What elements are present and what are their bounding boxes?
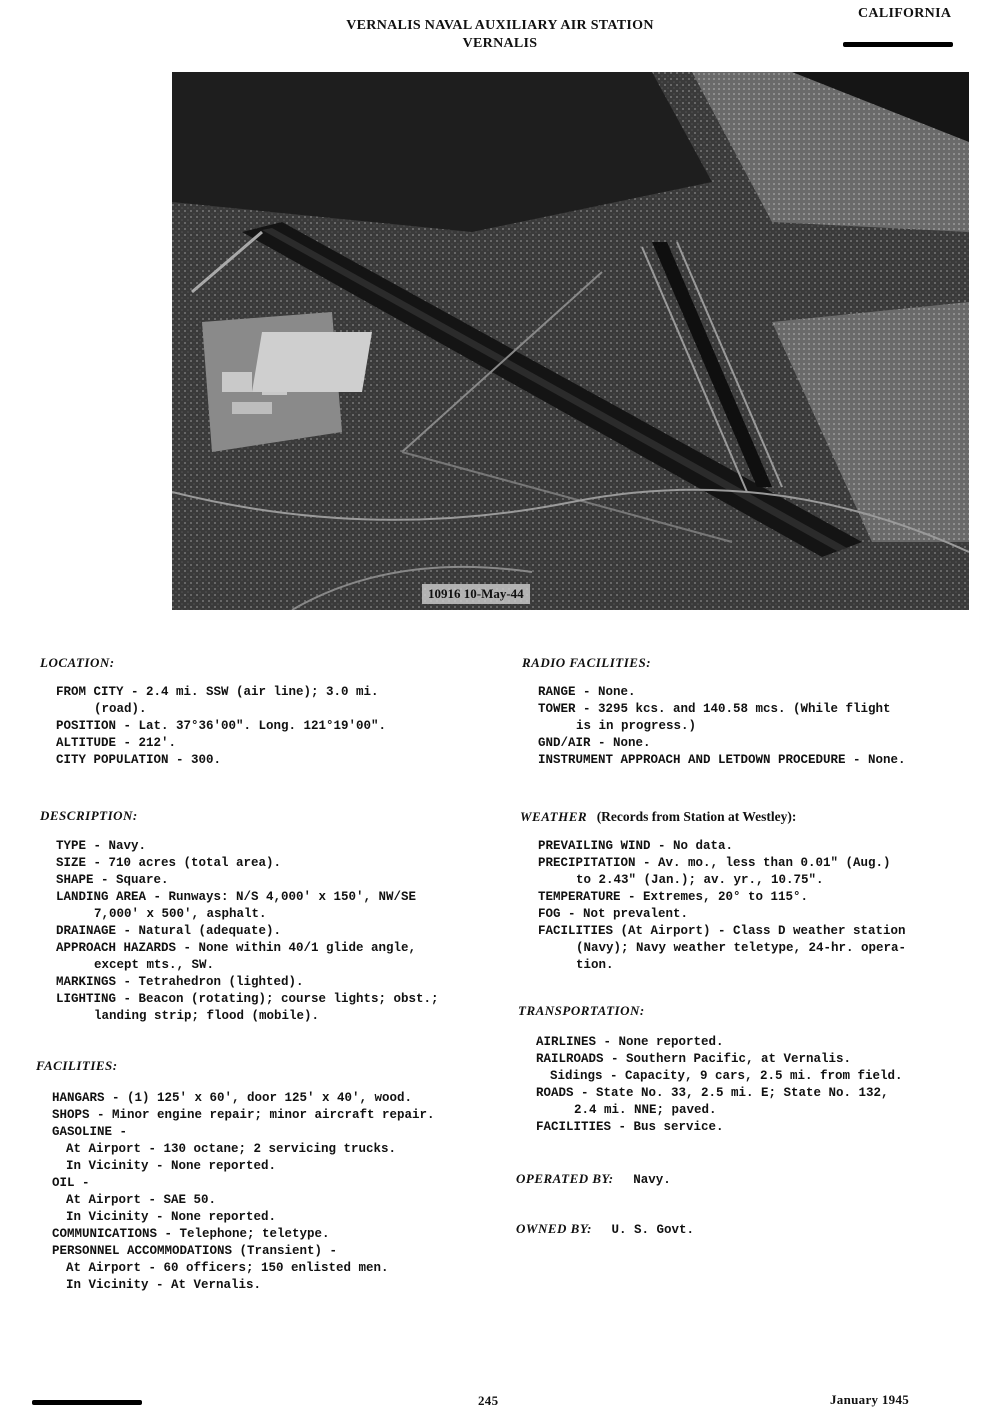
- location-line: ALTITUDE - 212'.: [56, 736, 177, 750]
- transportation-line: RAILROADS - Southern Pacific, at Vernalis.: [536, 1052, 852, 1066]
- facilities-line: In Vicinity - At Vernalis.: [66, 1278, 262, 1292]
- facilities-heading: FACILITIES:: [36, 1058, 118, 1073]
- weather-line: to 2.43" (Jan.); av. yr., 10.75".: [576, 873, 824, 887]
- description-line: landing strip; flood (mobile).: [94, 1009, 320, 1023]
- location-line: CITY POPULATION - 300.: [56, 753, 222, 767]
- transportation-line: 2.4 mi. NNE; paved.: [574, 1103, 717, 1117]
- weather-line: FACILITIES (At Airport) - Class D weather station: [538, 924, 906, 938]
- transportation-line: FACILITIES - Bus service.: [536, 1120, 724, 1134]
- weather-line: (Navy); Navy weather teletype, 24-hr. opera-: [576, 941, 907, 955]
- page-number: 245: [478, 1393, 499, 1408]
- location-line: POSITION - Lat. 37°36'00". Long. 121°19'00".: [56, 719, 387, 733]
- location-heading: LOCATION:: [40, 655, 115, 670]
- transportation-heading: TRANSPORTATION:: [518, 1003, 645, 1018]
- transportation-line: ROADS - State No. 33, 2.5 mi. E; State No. 132,: [536, 1086, 889, 1100]
- transportation-line: AIRLINES - None reported.: [536, 1035, 724, 1049]
- owned-row: [516, 1220, 694, 1239]
- redaction-mark-top: [843, 42, 953, 47]
- facilities-line: HANGARS - (1) 125' x 60', door 125' x 40', wood.: [52, 1091, 413, 1105]
- photo-label: 10916 10-May-44: [422, 584, 530, 604]
- facilities-line: At Airport - 60 officers; 150 enlisted men.: [66, 1261, 389, 1275]
- owned-value: U. S. Govt.: [611, 1223, 695, 1237]
- description-line: LANDING AREA - Runways: N/S 4,000' x 150', NW/SE: [56, 890, 417, 904]
- description-line: TYPE - Navy.: [56, 839, 147, 853]
- weather-block: [538, 838, 906, 974]
- owned-label: OWNED BY:: [516, 1221, 592, 1236]
- description-line: SHAPE - Square.: [56, 873, 169, 887]
- facilities-line: In Vicinity - None reported.: [66, 1210, 277, 1224]
- weather-heading-note: (Records from Station at Westley):: [596, 809, 797, 824]
- page-title: VERNALIS NAVAL AUXILIARY AIR STATION: [346, 18, 654, 33]
- description-line: MARKINGS - Tetrahedron (lighted).: [56, 975, 304, 989]
- facilities-line: OIL -: [52, 1176, 90, 1190]
- facilities-line: In Vicinity - None reported.: [66, 1159, 277, 1173]
- aerial-photo: [172, 72, 969, 610]
- transportation-block: [536, 1034, 903, 1136]
- weather-heading: WEATHER: [520, 809, 588, 824]
- page-subtitle: VERNALIS: [462, 36, 538, 51]
- radio-heading: RADIO FACILITIES:: [522, 655, 652, 670]
- description-line: 7,000' x 500', asphalt.: [94, 907, 267, 921]
- weather-line: FOG - Not prevalent.: [538, 907, 689, 921]
- description-line: APPROACH HAZARDS - None within 40/1 glide angle,: [56, 941, 417, 955]
- operated-row: [516, 1170, 671, 1189]
- weather-line: TEMPERATURE - Extremes, 20° to 115°.: [538, 890, 809, 904]
- description-heading: DESCRIPTION:: [40, 808, 138, 823]
- description-line: DRAINAGE - Natural (adequate).: [56, 924, 282, 938]
- description-line: SIZE - 710 acres (total area).: [56, 856, 282, 870]
- operated-label: OPERATED BY:: [516, 1171, 614, 1186]
- weather-line: PRECIPITATION - Av. mo., less than 0.01" (Aug.): [538, 856, 891, 870]
- facilities-line: SHOPS - Minor engine repair; minor aircraft repair.: [52, 1108, 435, 1122]
- redaction-mark-bottom: [32, 1400, 142, 1405]
- radio-line: is in progress.): [576, 719, 697, 733]
- description-line: LIGHTING - Beacon (rotating); course lights; obst.;: [56, 992, 439, 1006]
- location-block: [56, 684, 386, 769]
- transportation-line: Sidings - Capacity, 9 cars, 2.5 mi. from field.: [550, 1069, 903, 1083]
- radio-line: GND/AIR - None.: [538, 736, 651, 750]
- operated-value: Navy.: [633, 1173, 671, 1187]
- facilities-line: At Airport - SAE 50.: [66, 1193, 217, 1207]
- facilities-line: At Airport - 130 octane; 2 servicing trucks.: [66, 1142, 397, 1156]
- facilities-block: [52, 1090, 435, 1294]
- radio-block: [538, 684, 906, 769]
- radio-line: RANGE - None.: [538, 685, 636, 699]
- weather-heading-row: [520, 808, 796, 826]
- weather-line: tion.: [576, 958, 614, 972]
- radio-line: TOWER - 3295 kcs. and 140.58 mcs. (While flight: [538, 702, 891, 716]
- description-line: except mts., SW.: [94, 958, 215, 972]
- location-line: FROM CITY - 2.4 mi. SSW (air line); 3.0 mi.: [56, 685, 379, 699]
- radio-line: INSTRUMENT APPROACH AND LETDOWN PROCEDURE - None.: [538, 753, 906, 767]
- facilities-line: PERSONNEL ACCOMMODATIONS (Transient) -: [52, 1244, 338, 1258]
- location-line: (road).: [94, 702, 147, 716]
- facilities-line: COMMUNICATIONS - Telephone; teletype.: [52, 1227, 330, 1241]
- state-label: CALIFORNIA: [858, 6, 952, 21]
- weather-line: PREVAILING WIND - No data.: [538, 839, 734, 853]
- page-date: January 1945: [830, 1392, 910, 1407]
- facilities-line: GASOLINE -: [52, 1125, 128, 1139]
- description-block: [56, 838, 439, 1025]
